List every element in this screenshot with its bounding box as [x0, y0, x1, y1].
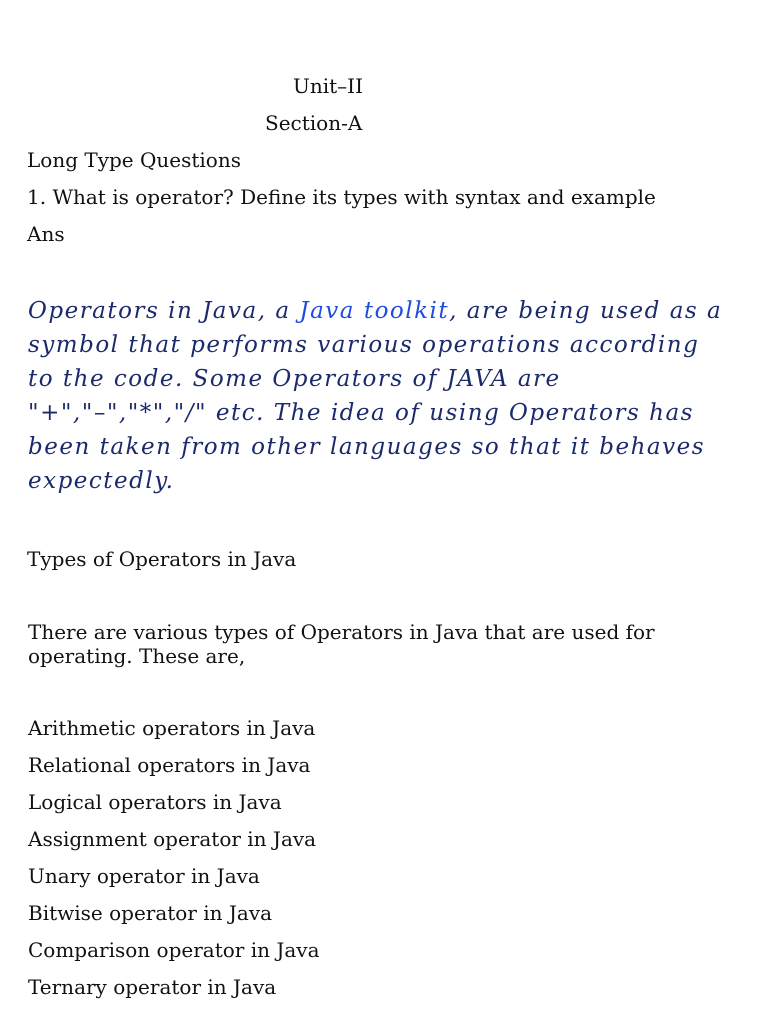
- operator-type-item: Logical operators in Java: [28, 790, 282, 814]
- answer-body-text: , are being used as a symbol that performs various operations according to the code. Some Operators of JAVA are "+","–","*","/" etc. The idea of using Operators has been taken from other languages so that it behaves expectedly.: [28, 298, 723, 494]
- question-text: 1. What is operator? Define its types with syntax and example: [27, 185, 656, 209]
- unit-title: Unit–II: [293, 74, 363, 98]
- answer-intro-text: Operators in Java, a: [28, 298, 300, 324]
- operator-type-item: Relational operators in Java: [28, 753, 311, 777]
- handwritten-answer: [28, 294, 728, 498]
- operator-type-item: Bitwise operator in Java: [28, 901, 273, 925]
- question-category: Long Type Questions: [27, 148, 241, 172]
- types-intro: There are various types of Operators in Java that are used for operating. These are,: [28, 620, 655, 668]
- operator-type-item: Unary operator in Java: [28, 864, 260, 888]
- types-heading: Types of Operators in Java: [27, 547, 297, 571]
- operator-type-item: Assignment operator in Java: [28, 827, 317, 851]
- section-title: Section-A: [265, 111, 363, 135]
- answer-label: Ans: [27, 222, 65, 246]
- operator-type-item: Comparison operator in Java: [28, 938, 320, 962]
- operator-type-item: Arithmetic operators in Java: [28, 716, 316, 740]
- operator-type-item: Ternary operator in Java: [28, 975, 277, 999]
- java-toolkit-link[interactable]: Java toolkit: [299, 298, 450, 324]
